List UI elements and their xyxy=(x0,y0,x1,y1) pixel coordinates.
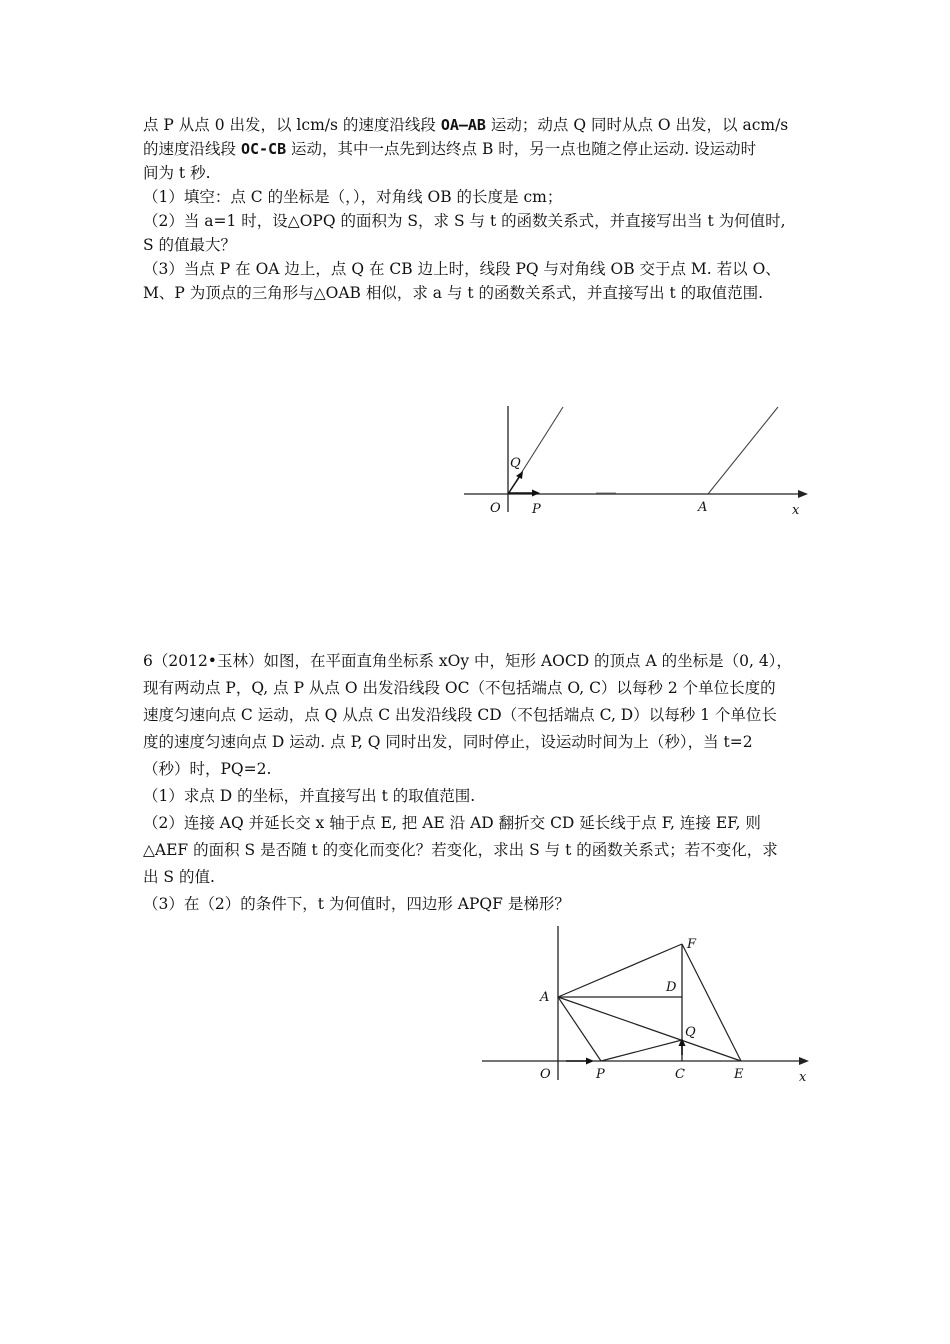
x-axis-arrow xyxy=(799,1057,809,1065)
segment-AF xyxy=(558,944,682,997)
problem-6-line-2: 现有两动点 P，Q, 点 P 从点 O 出发沿线段 OC（不包括端点 O, C）以每秒 2 个单位长度的 xyxy=(143,679,776,697)
label-P: P xyxy=(596,1067,605,1082)
problem-6-text xyxy=(143,648,823,918)
figure-2-diagram xyxy=(476,922,821,1092)
label-Q: Q xyxy=(685,1025,696,1040)
p-arrow-head xyxy=(532,490,540,497)
label-x: x xyxy=(799,1070,807,1085)
problem-5-question-1: （1）填空：点 C 的坐标是（，），对角线 OB 的长度是 cm； xyxy=(143,188,563,206)
q-motion-arrow xyxy=(508,476,520,494)
segment-AP xyxy=(558,997,601,1061)
problem-5-line-2 xyxy=(143,137,823,161)
problem-5-question-2a: （2）当 a=1 时，设△OPQ 的面积为 S，求 S 与 t 的函数关系式，并直接写出当 t 为何值时, xyxy=(143,212,786,230)
problem-6-line-5: （秒）时，PQ=2. xyxy=(143,760,272,778)
problem-6-question-2a: （2）连接 AQ 并延长交 x 轴于点 E, 把 AE 沿 AD 翻折交 CD 延长线于点 F, 连接 EF, 则 xyxy=(143,814,761,832)
label-Q: Q xyxy=(510,456,521,471)
side-AB xyxy=(708,407,778,494)
problem-6-question-2c: 出 S 的值. xyxy=(143,868,215,886)
problem-5-question-3a: （3）当点 P 在 OA 边上，点 Q 在 CB 边上时，线段 PQ 与对角线 OB 交于点 M. 若以 O、 xyxy=(143,260,781,278)
figure-1-diagram xyxy=(458,400,818,525)
text-span: 运动，其中一点先到达终点 B 时，另一点也随之停止运动. 设运动时 xyxy=(291,140,757,158)
problem-6-question-3: （3）在（2）的条件下，t 为何值时，四边形 APQF 是梯形？ xyxy=(143,895,570,913)
problem-5-text xyxy=(143,113,823,305)
label-O: O xyxy=(490,501,501,516)
problem-6-line-4: 度的速度匀速向点 D 运动. 点 P, Q 同时出发，同时停止，设运动时间为上（秒），当 t=2 xyxy=(143,733,753,751)
problem-5-line-3: 间为 t 秒. xyxy=(143,164,211,182)
problem-5-question-2b: S 的值最大？ xyxy=(143,236,237,254)
problem-5-line-1 xyxy=(143,113,823,137)
text-span: 点 P 从点 0 出发，以 lcm/s 的速度沿线段 xyxy=(143,116,436,134)
label-E: E xyxy=(734,1067,744,1082)
text-span: 运动；动点 Q 同时从点 O 出发，以 acm/s xyxy=(490,116,789,134)
label-P: P xyxy=(532,502,541,517)
problem-6-line-1: 6（2012•玉林）如图，在平面直角坐标系 xOy 中，矩形 AOCD 的顶点 A 的坐标是（0, 4）， xyxy=(143,652,792,670)
label-A: A xyxy=(540,990,550,1005)
problem-5-question-3b: M、P 为顶点的三角形与△OAB 相似，求 a 与 t 的函数关系式，并直接写出 t 的取值范围. xyxy=(143,284,764,302)
segment-label: OC-CB xyxy=(240,140,287,158)
label-F: F xyxy=(687,937,697,952)
segment-PQ xyxy=(601,1040,682,1061)
label-x: x xyxy=(792,503,800,518)
x-axis-arrow xyxy=(798,490,808,498)
label-C: C xyxy=(675,1067,685,1082)
segment-label: OA—AB xyxy=(440,116,486,134)
problem-6-question-2b: △AEF 的面积 S 是否随 t 的变化而变化？若变化，求出 S 与 t 的函数关系式；若不变化，求 xyxy=(143,841,778,859)
problem-6-line-3: 速度匀速向点 C 运动，点 Q 从点 C 出发沿线段 CD（不包括端点 C, D）以每秒 1 个单位长 xyxy=(143,706,777,724)
label-A: A xyxy=(698,500,708,515)
label-D: D xyxy=(666,980,677,995)
p-arrow-head xyxy=(586,1058,594,1065)
text-span: 的速度沿线段 xyxy=(143,140,237,158)
problem-6-question-1: （1）求点 D 的坐标，并直接写出 t 的取值范围. xyxy=(143,787,476,805)
label-O: O xyxy=(540,1067,551,1082)
